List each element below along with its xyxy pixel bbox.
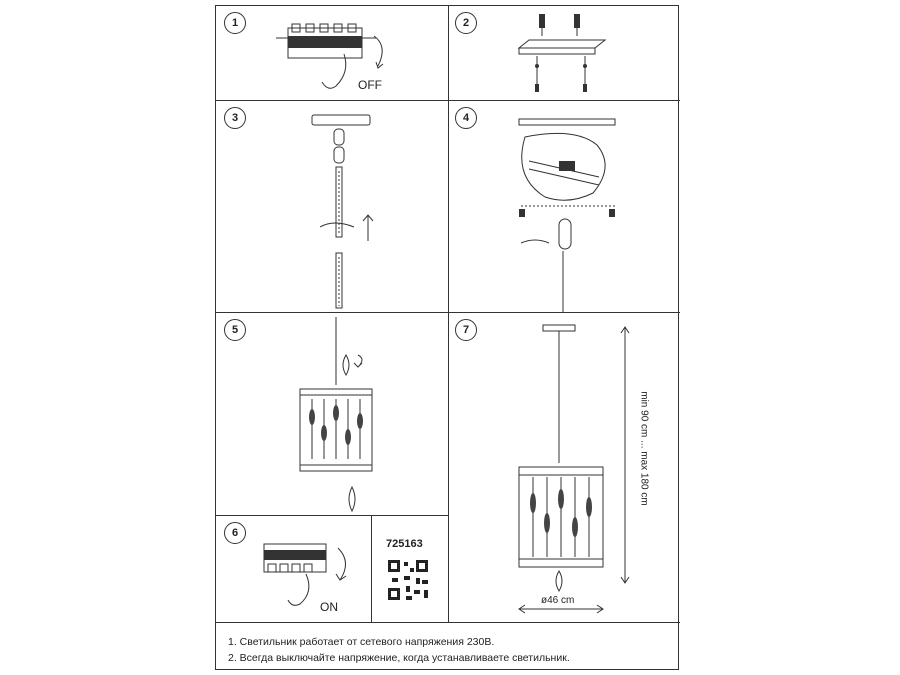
- note-line-2: 2. Всегда выключайте напряжение, когда устанавливаете светильник.: [228, 652, 570, 664]
- product-code: 725163: [386, 538, 423, 550]
- step-2-number: 2: [455, 12, 477, 34]
- step-6-number: 6: [224, 522, 246, 544]
- off-label: OFF: [358, 78, 382, 92]
- circuit-breaker-on-illustration: [216, 516, 372, 623]
- step-3-panel: [216, 101, 449, 313]
- product-info-panel: [372, 516, 449, 623]
- step-1-panel: [216, 6, 449, 101]
- mounting-bracket-illustration: [449, 6, 680, 101]
- step-7-panel: [449, 313, 680, 623]
- step-3-number: 3: [224, 107, 246, 129]
- instruction-sheet: [215, 5, 679, 670]
- step-7-number: 7: [455, 319, 477, 341]
- diameter-dimension-label: ø46 cm: [541, 595, 575, 606]
- step-2-panel: [449, 6, 680, 101]
- step-6-panel: [216, 516, 372, 623]
- step-1-number: 1: [224, 12, 246, 34]
- height-dimension-label: min 90 cm ... max 180 cm: [638, 391, 650, 506]
- circuit-breaker-off-illustration: [216, 6, 449, 101]
- step-5-panel: [216, 313, 449, 516]
- step-4-number: 4: [455, 107, 477, 129]
- safety-notes: [228, 634, 570, 666]
- bulb-install-illustration: [216, 313, 449, 516]
- note-line-1: 1. Светильник работает от сетевого напряжения 230В.: [228, 636, 495, 648]
- on-label: ON: [320, 600, 338, 614]
- canopy-wiring-illustration: [449, 101, 680, 313]
- qr-code-image: [372, 516, 449, 623]
- step-4-panel: [449, 101, 680, 313]
- step-5-number: 5: [224, 319, 246, 341]
- rod-assembly-illustration: [216, 101, 449, 313]
